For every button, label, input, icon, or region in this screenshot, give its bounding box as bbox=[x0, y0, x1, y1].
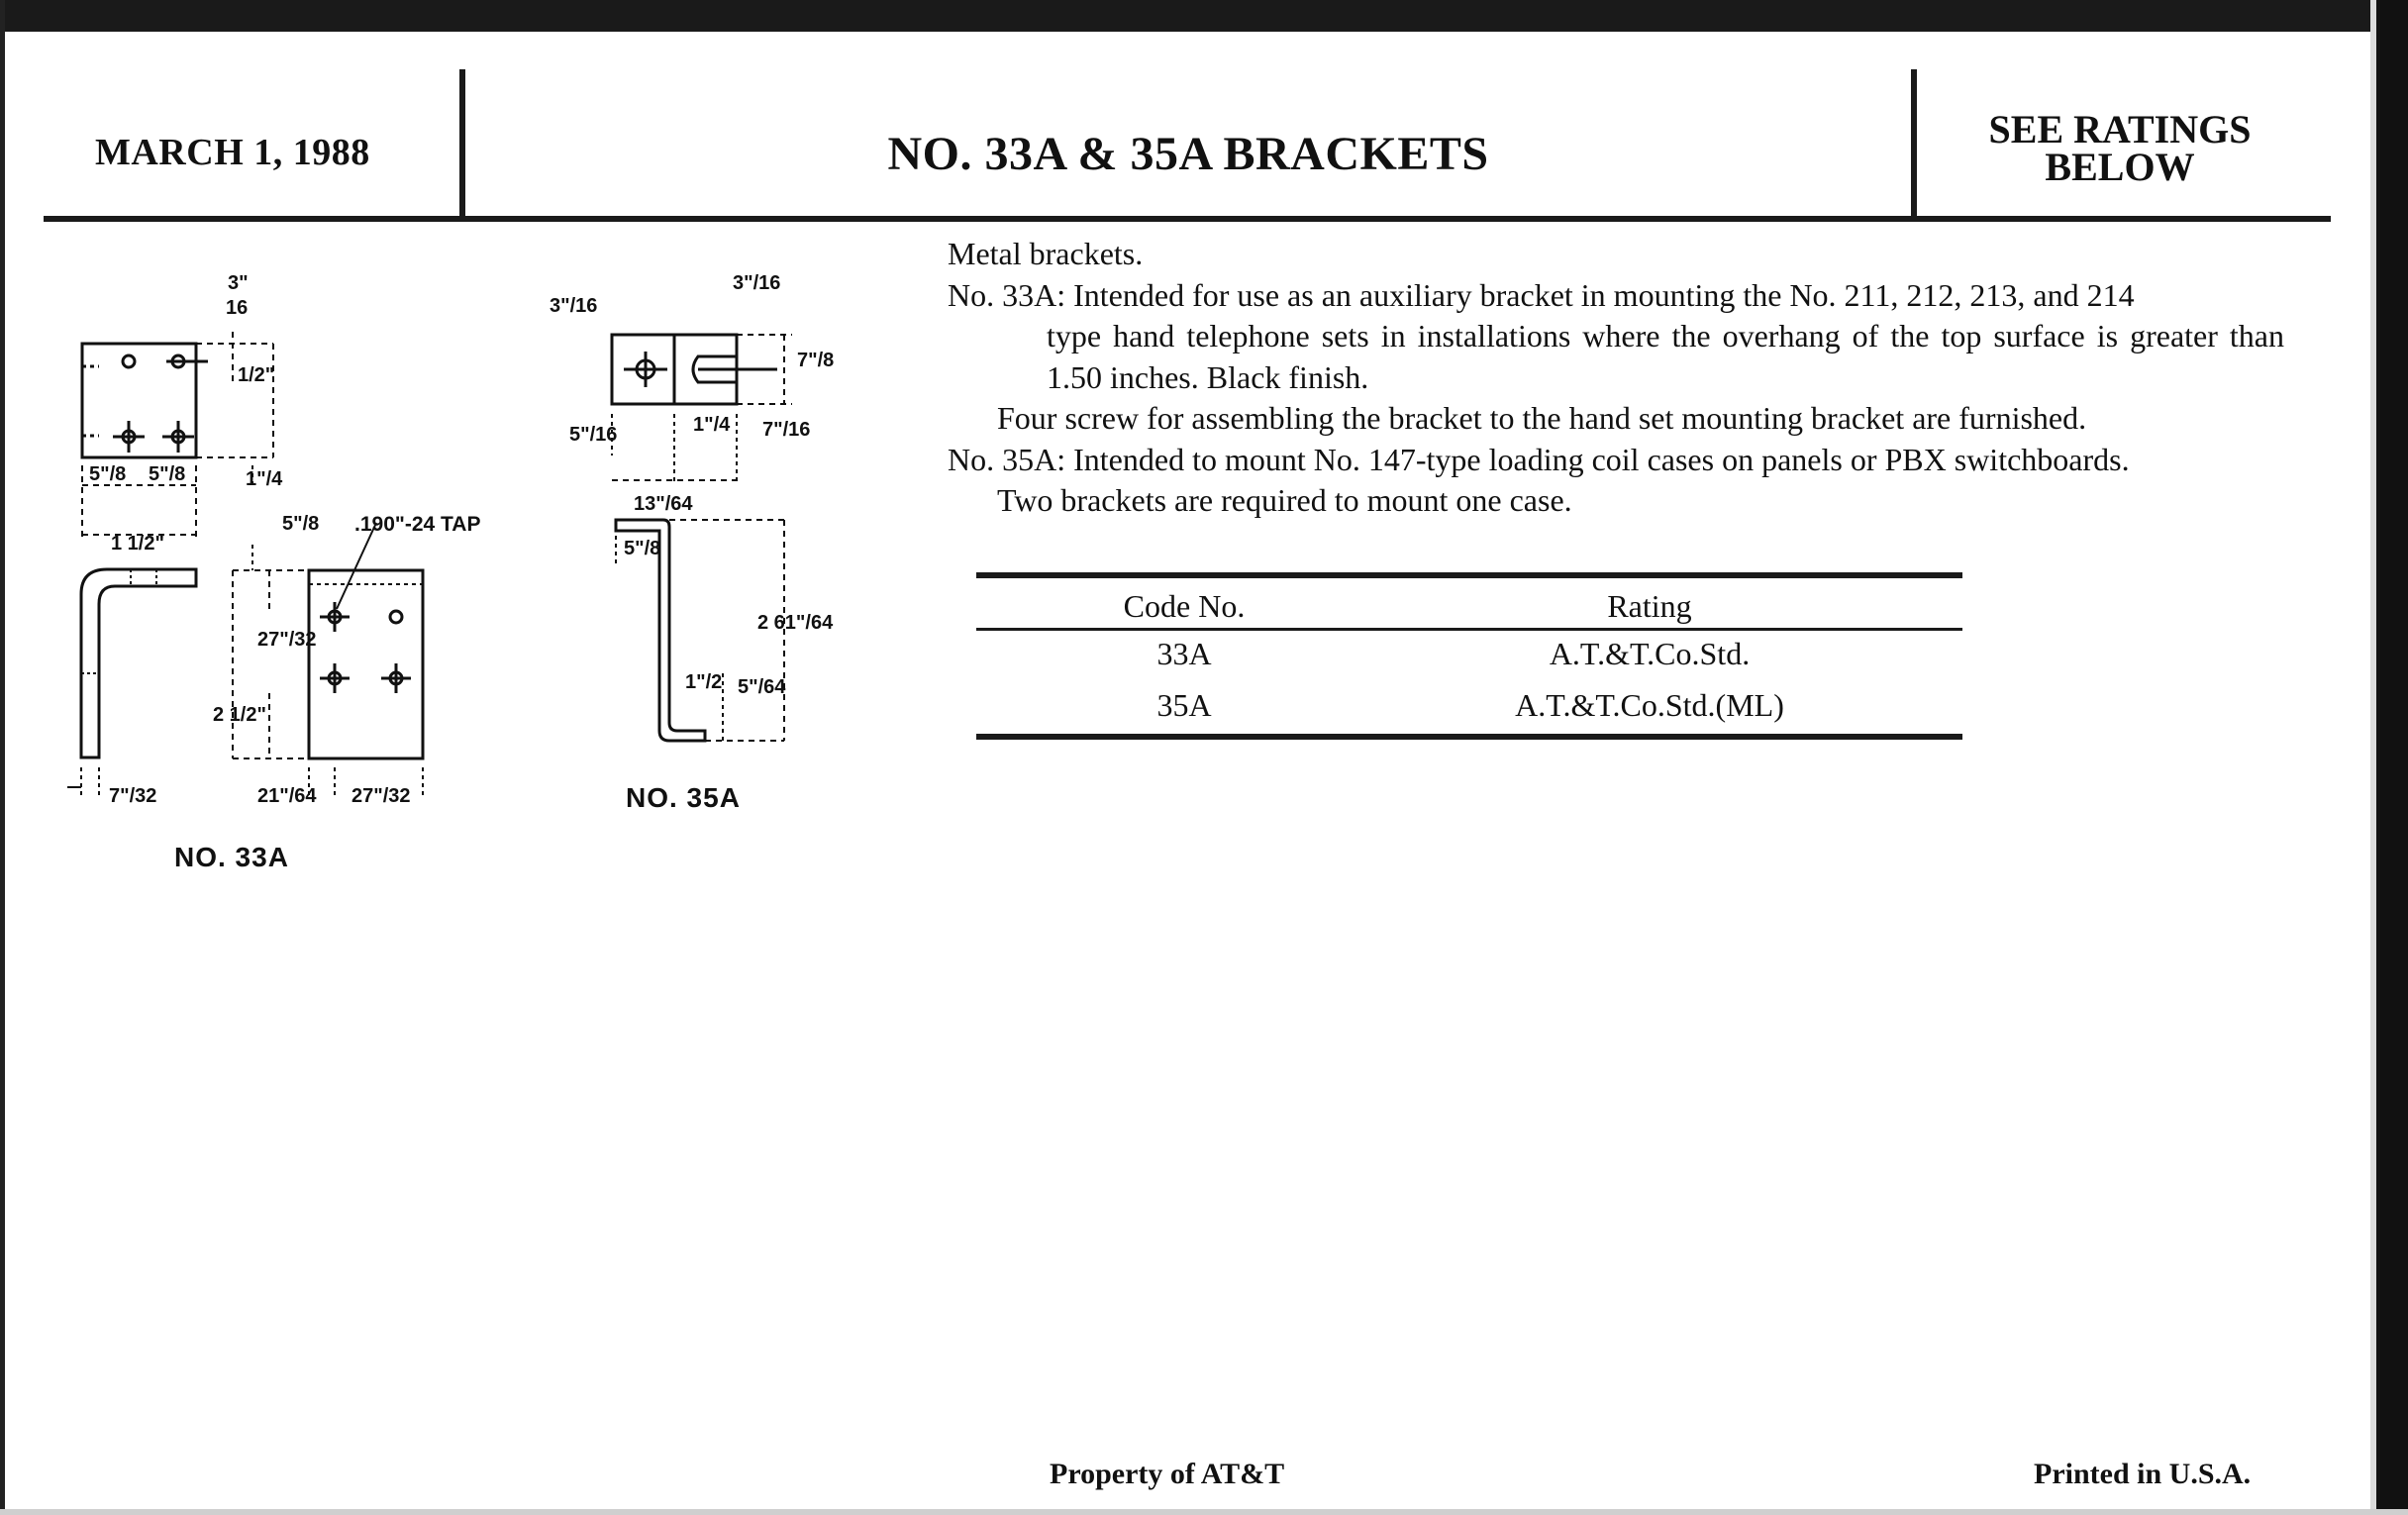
bracket-drawings-svg bbox=[40, 257, 921, 891]
desc-screw: Four screw for assembling the bracket to the hand set mounting bracket are furnished. bbox=[997, 400, 2087, 436]
cell-code: 33A bbox=[1156, 636, 1212, 671]
ratings-table bbox=[976, 572, 1962, 740]
dim-33a-5-8-a: 5"/8 bbox=[89, 463, 127, 485]
dim-35a-5-16: 5"/16 bbox=[569, 424, 618, 446]
bracket-33a-front-view bbox=[233, 523, 423, 797]
tap-label: .190"-24 TAP bbox=[354, 513, 481, 536]
dim-33a-3-16: 3" bbox=[228, 272, 249, 294]
dim-35a-7-16: 7"/16 bbox=[762, 419, 811, 441]
table-rule-bottom bbox=[976, 734, 1962, 740]
header-rule bbox=[44, 216, 2331, 222]
dim-35a-1-4: 1"/4 bbox=[693, 414, 731, 436]
dim-33a-27-32: 27"/32 bbox=[257, 629, 317, 651]
caption-33a: NO. 33A bbox=[174, 842, 289, 872]
dim-33a-5-8-c: 5"/8 bbox=[282, 513, 320, 535]
cell-rating: A.T.&T.Co.Std.(ML) bbox=[1515, 687, 1784, 723]
table-row bbox=[976, 676, 1962, 734]
bracket-35a-top-view bbox=[612, 335, 792, 485]
dim-33a-27-32-b: 27"/32 bbox=[351, 785, 411, 807]
dim-33a-16: 16 bbox=[226, 297, 249, 319]
description bbox=[948, 234, 2284, 522]
cell-code: 35A bbox=[1156, 687, 1212, 723]
header-rating: Rating bbox=[1607, 588, 1692, 624]
dim-33a-1-4: 1"/4 bbox=[246, 468, 283, 490]
scan-bottom-border bbox=[0, 1509, 2408, 1515]
bracket-drawings bbox=[40, 257, 921, 891]
desc-intro: Metal brackets. bbox=[948, 236, 1144, 271]
dim-35a-5-8: 5"/8 bbox=[624, 538, 661, 559]
dim-33a-2-1-2: 2 1/2" bbox=[213, 704, 266, 726]
bracket-33a-side-view bbox=[67, 569, 196, 797]
dim-35a-13-64: 13"/64 bbox=[634, 493, 693, 515]
ratings-line-1: SEE RATINGS bbox=[1988, 107, 2252, 152]
table-row bbox=[976, 631, 1962, 676]
scan-right-margin bbox=[2370, 0, 2376, 1515]
header-code: Code No. bbox=[1123, 588, 1246, 624]
header-ratings-note bbox=[1917, 107, 2323, 189]
desc-35a: No. 35A: Intended to mount No. 147-type loading coil cases on panels or PBX switchboards. bbox=[948, 441, 2130, 477]
desc-33a: No. 33A: Intended for use as an auxiliary bracket in mounting the No. 211, 212, 213, and 214 bbox=[948, 276, 2135, 313]
dim-35a-2-61-64: 2 61"/64 bbox=[757, 612, 834, 634]
dim-33a-5-8-b: 5"/8 bbox=[149, 463, 186, 485]
table-header-row bbox=[976, 578, 1962, 628]
dim-35a-3-16-b: 3"/16 bbox=[733, 272, 781, 294]
ratings-line-2: BELOW bbox=[2045, 145, 2195, 189]
footer-property: Property of AT&T bbox=[1050, 1458, 1285, 1490]
header-date: MARCH 1, 1988 bbox=[95, 132, 370, 173]
desc-33a-cont: type hand telephone sets in installations where the overhang of the top surface is greater than 1.50 inches. Black finish. bbox=[1047, 318, 2284, 395]
dim-35a-1-2: 1"/2 bbox=[685, 671, 723, 693]
desc-35a-cont: Two brackets are required to mount one case. bbox=[997, 482, 1572, 518]
dim-33a-7-32: 7"/32 bbox=[109, 785, 157, 807]
scan-right-border bbox=[2376, 0, 2408, 1515]
page-title: NO. 33A & 35A BRACKETS bbox=[887, 128, 1489, 180]
dim-35a-5-64: 5"/64 bbox=[738, 676, 786, 698]
dim-33a-1-1-2: 1 1/2" bbox=[111, 533, 164, 555]
dim-33a-1-2: 1/2" bbox=[238, 364, 275, 386]
dimension-labels bbox=[89, 272, 834, 807]
footer-printed: Printed in U.S.A. bbox=[2034, 1458, 2252, 1490]
scan-left-border bbox=[0, 0, 5, 1515]
bracket-33a-top-view bbox=[82, 332, 273, 540]
scan-top-border bbox=[0, 0, 2408, 32]
caption-35a: NO. 35A bbox=[626, 782, 741, 813]
dim-35a-3-16-a: 3"/16 bbox=[550, 295, 598, 317]
dim-33a-21-64: 21"/64 bbox=[257, 785, 317, 807]
cell-rating: A.T.&T.Co.Std. bbox=[1549, 636, 1751, 671]
dim-35a-7-8: 7"/8 bbox=[797, 350, 835, 371]
